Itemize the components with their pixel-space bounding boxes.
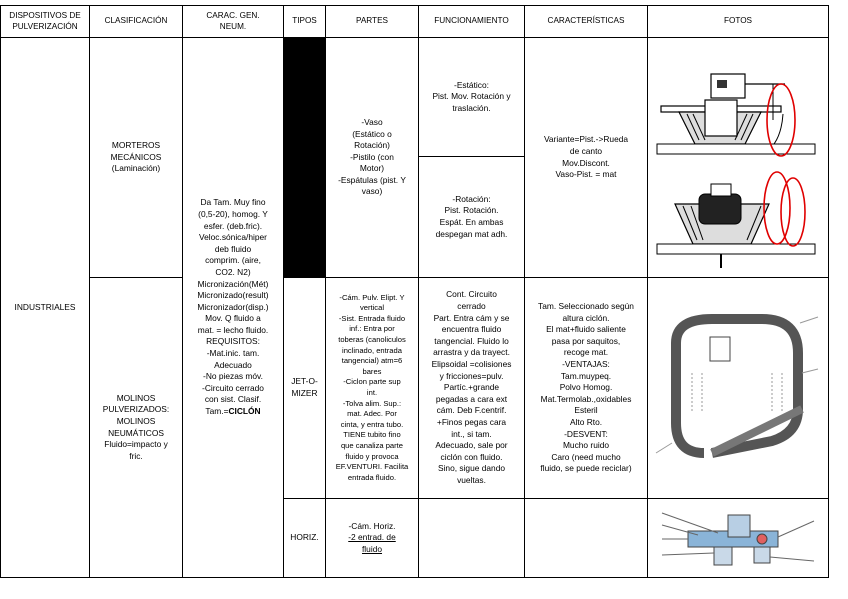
header-funcionamiento: FUNCIONAMIENTO (418, 5, 525, 38)
dispositivos-cell: INDUSTRIALES (0, 37, 90, 578)
carac-cell (182, 37, 284, 578)
header-caracteristicas: CARACTERÍSTICAS (524, 5, 648, 38)
tipos-horiz: HORIZ. (283, 498, 326, 578)
mortar-illustration (653, 44, 823, 272)
header-clasificacion: CLASIFICACIÓN (89, 5, 183, 38)
fotos-jet (647, 277, 829, 499)
highlight-ellipse-bottom-2 (781, 178, 805, 246)
carac-ciclon: CICLÓN (228, 406, 261, 417)
header-fotos: FOTOS (647, 5, 829, 38)
mortar-rotating-icon (657, 172, 815, 268)
partes-jet: -Cám. Pulv. Elipt. Y vertical -Sist. Entrada fluido inf.: Entra por toberas (canoliculos inclinado, entrada tangencial) atm=6 bares -Ciclon parte sup int. -Tolva alim. Sup.: mat. Adec. Por cinta, y entra tubo. TIENE tubito fino que canaliza parte fluido y provoca EF.VENTURI. Facilita entrada fluido. (325, 277, 419, 499)
funcionamiento-rotacion: -Rotación: Pist. Rotación. Espát. En ambas despegan mat adh. (418, 156, 525, 278)
funcionamiento-jet: Cont. Circuito cerrado Part. Entra cám y se encuentra fluido tangencial. Fluido lo arrastra y da trayect. Elipsoidal =colisiones y fricciones=pulv. Partíc.+grande pegadas a cara ext cám. Deb F.centrif. +Finos pegas cara int., si tam. Adecuado, sale por ciclón con fluido. Sino, sigue dando vueltas. (418, 277, 525, 499)
header-tipos: TIPOS (283, 5, 326, 38)
header-dispositivos: DISPOSITIVOS DE PULVERIZACIÓN (0, 5, 90, 38)
caracteristicas-jet: Tam. Seleccionado según altura ciclón. El mat+fluido saliente pasa por saquitos, recoge mat. -VENTAJAS: Tam.muypeq. Polvo Homog. Mat.Termolab.,oxidables Esteril Alto Rto. -DESVENT: Mucho ruido Caro (need mucho fluido, se puede reciclar) (524, 277, 648, 499)
carac-body: Da Tam. Muy fino (0,5-20), homog. Y esfer. (deb.fric). Veloc.sónica/hiper deb fluido comprim. (aire, CO2. N2) Micronización(Mét) Micronizado(result) Micronizador(disp.) Mov. Q fluido a mat. = lecho fluido. REQUISITOS: -Mat.inic. tam. Adecuado -No piezas móv. -Circuito cerrado con sist. Clasif. Tam.= (197, 197, 269, 417)
funcionamiento-horiz-empty (418, 498, 525, 578)
fotos-horiz (647, 498, 829, 578)
caracteristicas-morteros: Variante=Pist.->Rueda de canto Mov.Discont. Vaso-Pist. = mat (524, 37, 648, 278)
funcionamiento-estatico: -Estático: Pist. Mov. Rotación y traslación. (418, 37, 525, 157)
tipos-jet: JET-O- MIZER (283, 277, 326, 499)
header-partes: PARTES (325, 5, 419, 38)
clasificacion-molinos: MOLINOS PULVERIZADOS: MOLINOS NEUMÁTICOS Fluido=impacto y fric. (89, 277, 183, 578)
horizontal-mill-illustration (658, 505, 818, 571)
jet-o-mizer-illustration (652, 313, 824, 463)
partes-horiz-line2: -2 entrad. de fluido (348, 532, 396, 554)
partes-horiz-line1: -Cám. Horiz. (348, 520, 396, 531)
carac-text (197, 197, 268, 417)
caracteristicas-horiz-empty (524, 498, 648, 578)
tipos-morteros-blank (283, 37, 326, 278)
clasificacion-morteros: MORTEROS MECÁNICOS (Laminación) (89, 37, 183, 278)
mortar-static-icon (657, 74, 815, 156)
fotos-morteros (647, 37, 829, 278)
partes-horiz (325, 498, 419, 578)
partes-morteros: -Vaso (Estático o Rotación) -Pistilo (con Motor) -Espátulas (pist. Y vaso) (325, 37, 419, 278)
header-carac: CARAC. GEN. NEUM. (182, 5, 284, 38)
